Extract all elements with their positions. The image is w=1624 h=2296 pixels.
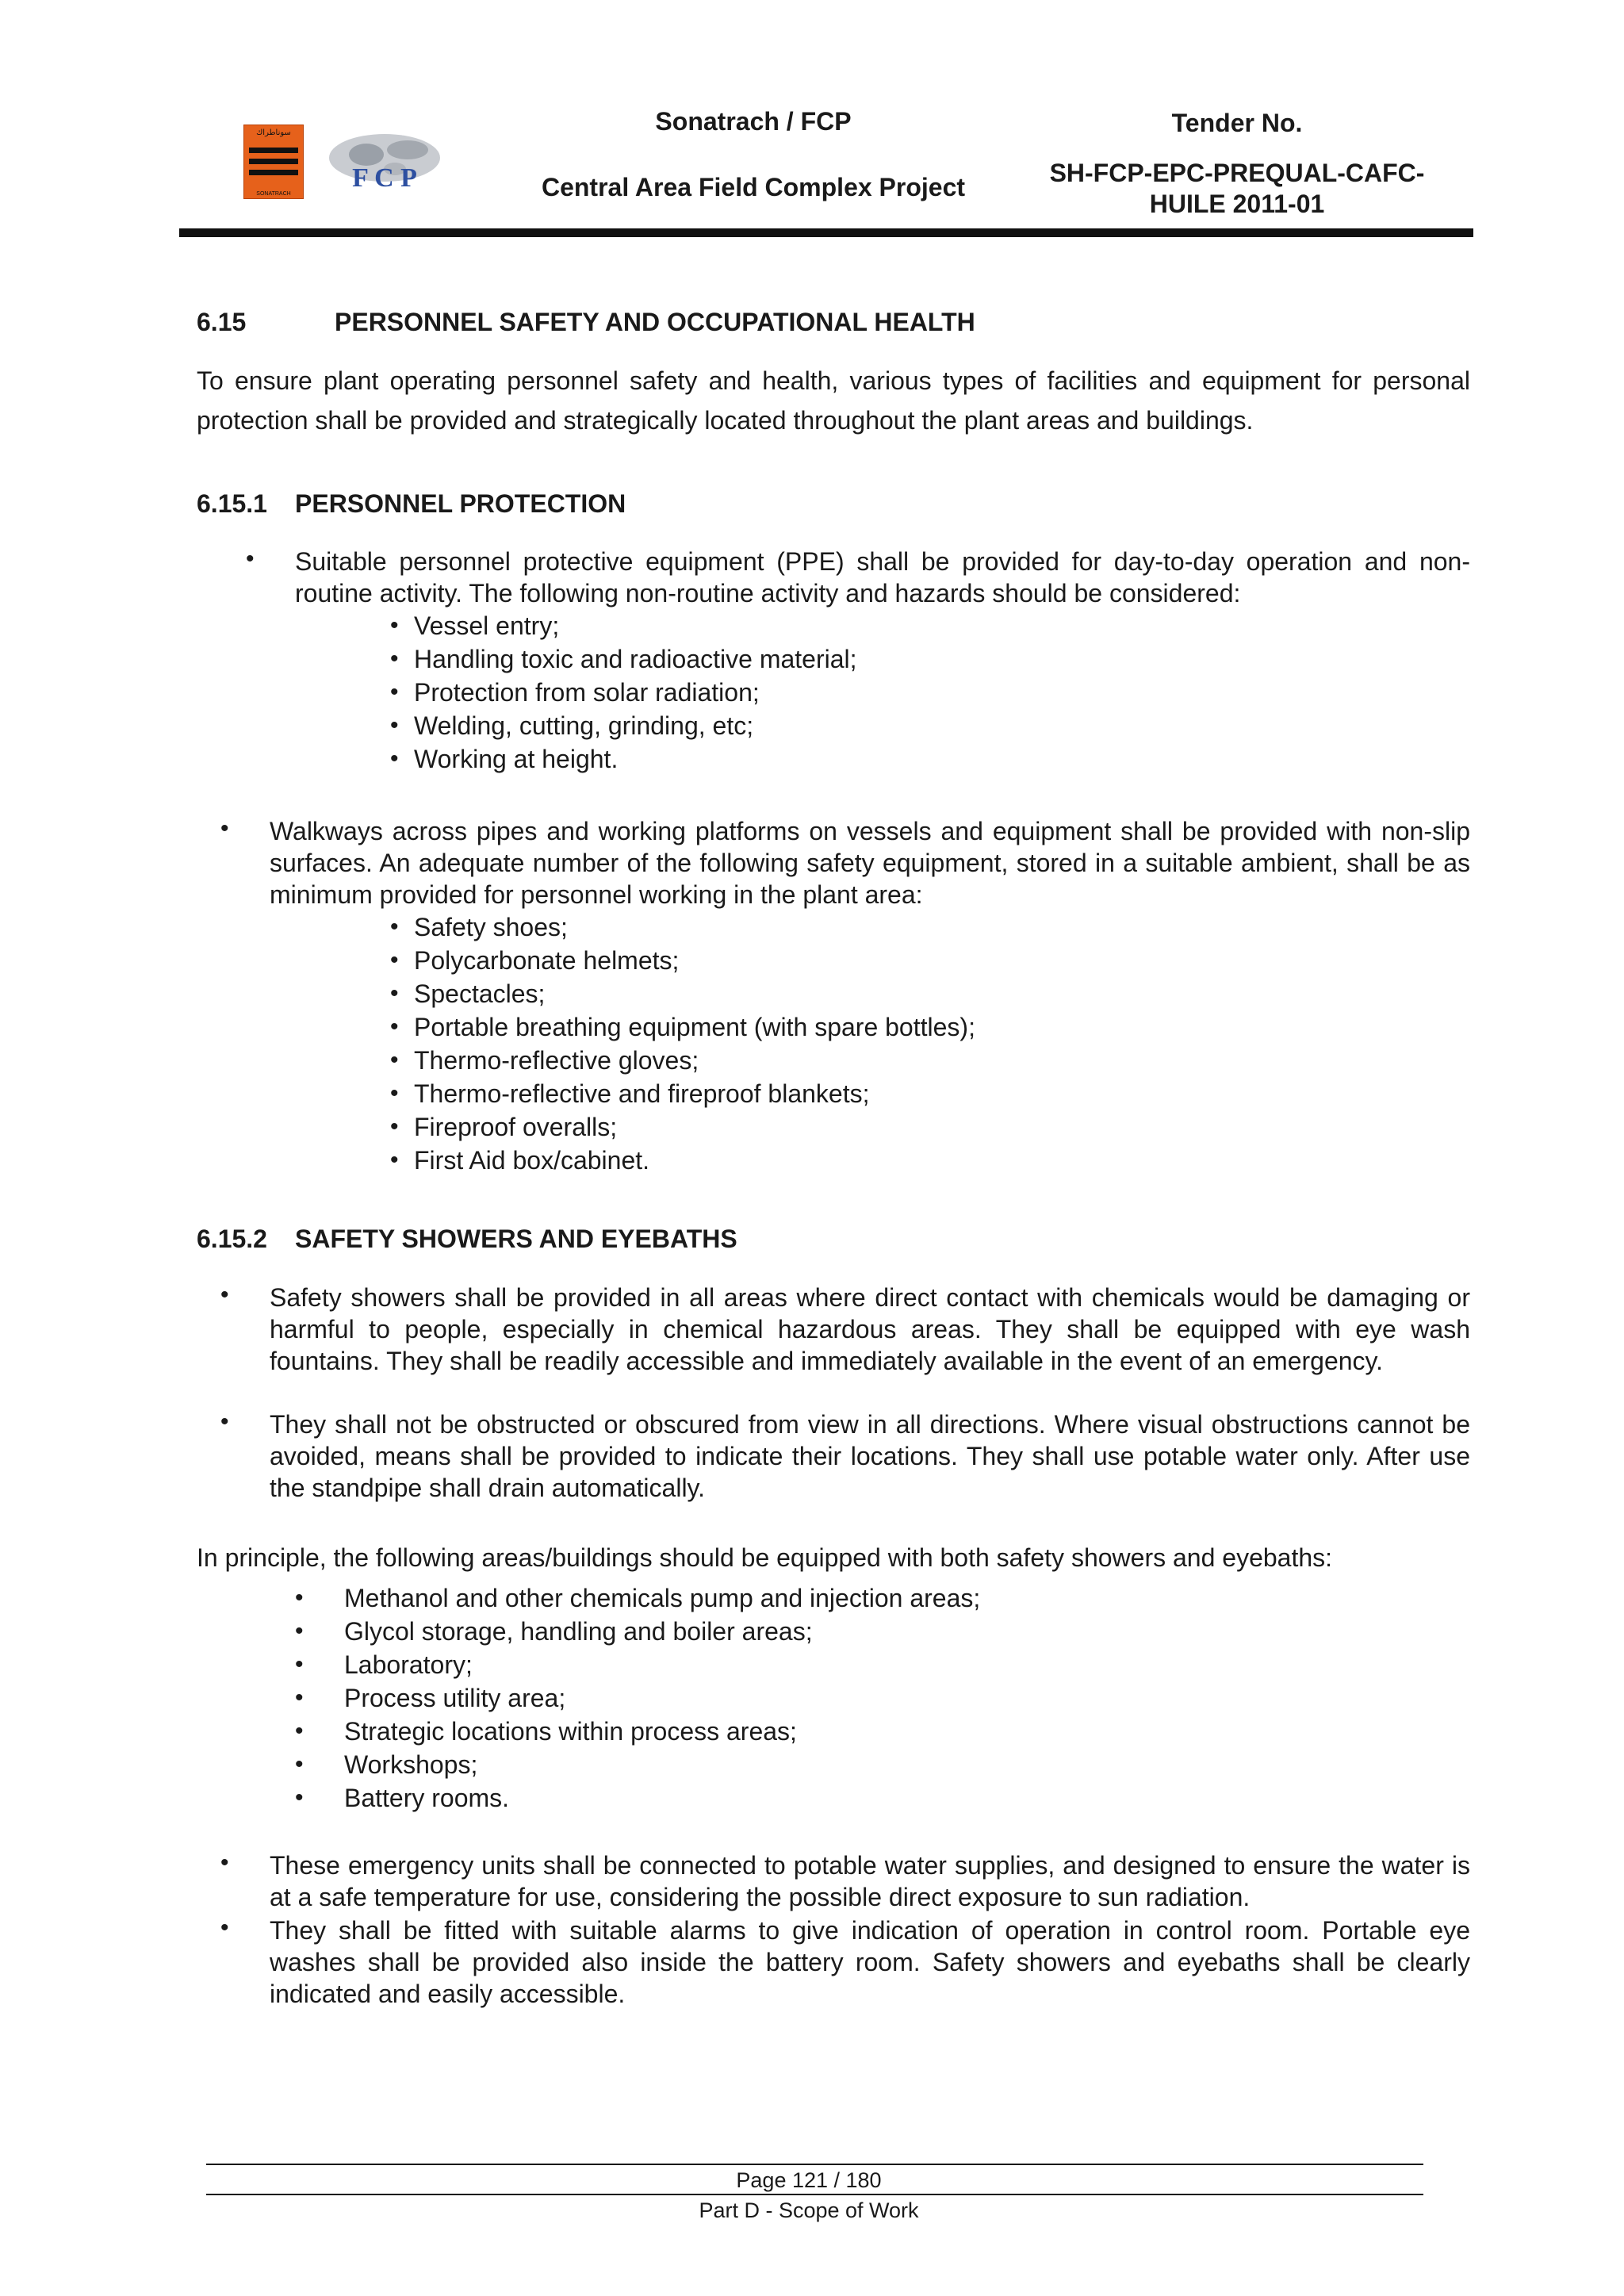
sub1-title: PERSONNEL PROTECTION — [295, 489, 626, 518]
list-item: • Thermo-reflective gloves; — [390, 1044, 975, 1077]
list-item: • Spectacles; — [390, 977, 975, 1010]
sub1-bullet2: Walkways across pipes and working platforms on vessels and equipment shall be provided with non-slip surfaces. An adequate number of the following safety equipment, stored in a suitable ambient, shall be as minimum provided for personnel working in the plant area: — [270, 817, 1470, 909]
sub1-bullet2-list — [390, 910, 975, 1177]
bullet-dot: • — [220, 815, 229, 841]
header-company: Sonatrach / FCP — [655, 107, 852, 136]
list-item: • Glycol storage, handling and boiler areas; — [295, 1615, 980, 1648]
sub2-bullet2: They shall not be obstructed or obscured from view in all directions. Where visual obstructions cannot be avoided, means shall be provided to indicate their locations. They shall use potable water only. After use the standpipe shall drain automatically. — [270, 1410, 1470, 1502]
header-divider — [179, 228, 1473, 237]
list-item: • Methanol and other chemicals pump and injection areas; — [295, 1581, 980, 1615]
sub1-bullet1: Suitable personnel protective equipment (PPE) shall be provided for day-to-day operation and non-routine activity. The following non-routine activity and hazards should be considered: — [295, 547, 1470, 608]
list-item: • Working at height. — [390, 742, 857, 776]
list-item: • Polycarbonate helmets; — [390, 944, 975, 977]
sub2-bullet3: These emergency units shall be connected to potable water supplies, and designed to ensure the water is at a safe temperature for use, considering the possible direct exposure to sun radiation. — [270, 1851, 1470, 1911]
header-project: Central Area Field Complex Project — [541, 173, 966, 201]
sub2-areas-list — [295, 1581, 980, 1815]
sub2-bullet1: Safety showers shall be provided in all areas where direct contact with chemicals would be damaging or harmful to people, especially in chemical hazardous areas. They shall be equipped with eye wash fountains. They shall be readily accessible and immediately available in the event of an emergency. — [270, 1283, 1470, 1375]
list-item: • Welding, cutting, grinding, etc; — [390, 709, 857, 742]
section-number: 6.15 — [197, 308, 247, 336]
list-item: • Thermo-reflective and fireproof blankets; — [390, 1077, 975, 1110]
list-item: • Process utility area; — [295, 1681, 980, 1715]
bullet-dot: • — [220, 1849, 229, 1876]
list-item: • Handling toxic and radioactive material; — [390, 642, 857, 676]
section-intro: To ensure plant operating personnel safety and health, various types of facilities and equipment for personal protection shall be provided and strategically located throughout the plant areas and buildings. — [197, 366, 1470, 435]
footer-divider-top — [206, 2164, 1423, 2165]
list-item: • Portable breathing equipment (with spare bottles); — [390, 1010, 975, 1044]
list-item: • Laboratory; — [295, 1648, 980, 1681]
header-tender-number-1: SH-FCP-EPC-PREQUAL-CAFC- — [1049, 159, 1425, 187]
footer-page-number: Page 121 / 180 — [736, 2168, 882, 2192]
footer-divider-bottom — [206, 2194, 1423, 2195]
bullet-dot: • — [220, 1409, 229, 1435]
fcp-logo-text: F C P — [352, 163, 417, 193]
footer-part: Part D - Scope of Work — [699, 2198, 919, 2222]
fcp-logo — [325, 131, 444, 198]
list-item: • Safety shoes; — [390, 910, 975, 944]
sub2-title: SAFETY SHOWERS AND EYEBATHS — [295, 1225, 737, 1253]
list-item: • Battery rooms. — [295, 1781, 980, 1815]
section-title: PERSONNEL SAFETY AND OCCUPATIONAL HEALTH — [335, 308, 975, 336]
bullet-dot: • — [220, 1915, 229, 1941]
header-tender-number-2: HUILE 2011-01 — [1149, 190, 1325, 218]
bullet-dot: • — [220, 1282, 229, 1308]
list-item: • First Aid box/cabinet. — [390, 1144, 975, 1177]
header-tender-label: Tender No. — [1171, 109, 1303, 137]
logo-sonatrach-text: SONATRACH — [256, 191, 291, 197]
list-item: • Fireproof overalls; — [390, 1110, 975, 1144]
sub2-principle: In principle, the following areas/buildings should be equipped with both safety showers and eyebaths: — [197, 1543, 1333, 1572]
sub1-number: 6.15.1 — [197, 489, 267, 518]
list-item: • Vessel entry; — [390, 609, 857, 642]
logo-arabic-text: سوناطراك — [256, 128, 291, 137]
sonatrach-logo — [243, 125, 304, 199]
list-item: • Protection from solar radiation; — [390, 676, 857, 709]
sub1-bullet1-list — [390, 609, 857, 776]
sub2-number: 6.15.2 — [197, 1225, 267, 1253]
sub2-bullet4: They shall be fitted with suitable alarms to give indication of operation in control room. Portable eye washes shall be provided also inside the battery room. Safety showers and eyebaths shall be clearly indicated and easily accessible. — [270, 1916, 1470, 2008]
list-item: • Strategic locations within process areas; — [295, 1715, 980, 1748]
bullet-dot: • — [246, 546, 255, 572]
list-item: • Workshops; — [295, 1748, 980, 1781]
